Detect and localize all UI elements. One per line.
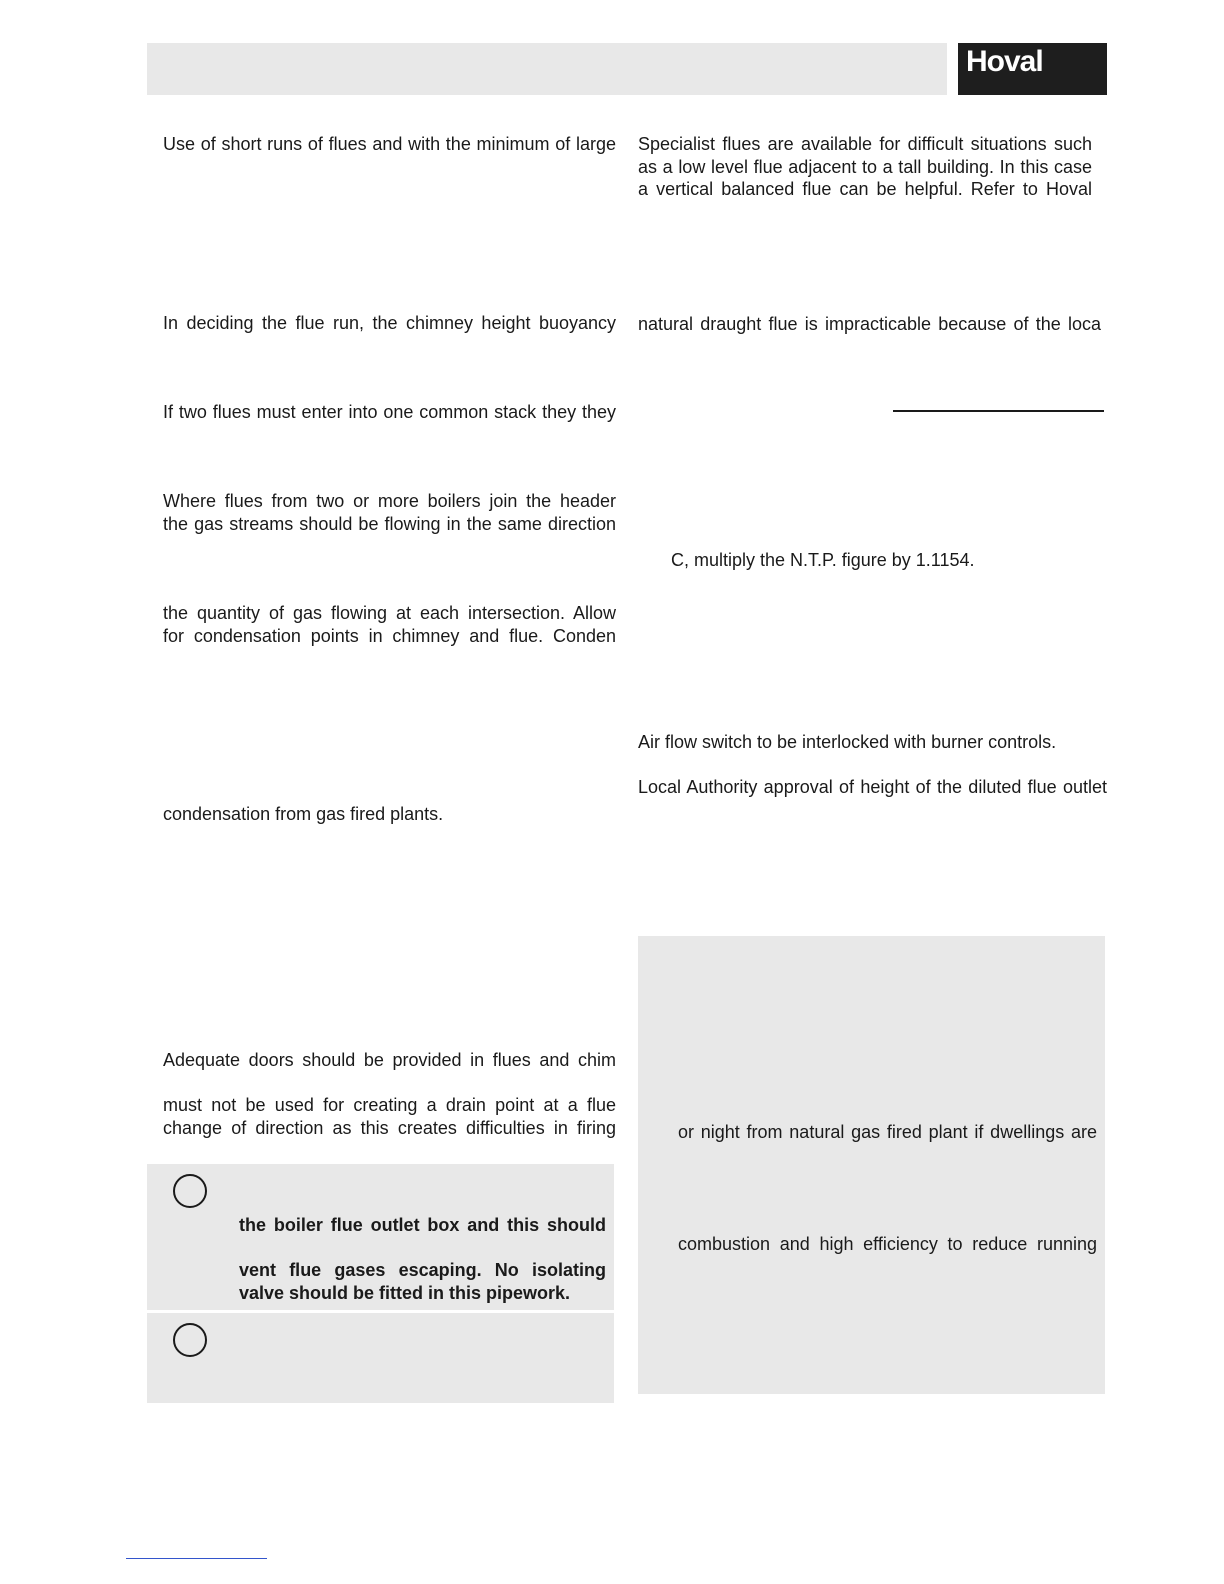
circle-icon — [173, 1323, 207, 1357]
left-paragraph-4 — [163, 490, 616, 535]
note-box-1-text-b — [239, 1259, 606, 1304]
note-box-2 — [147, 1313, 614, 1403]
text-line: If two flues must enter into one common stack they they — [163, 402, 616, 422]
left-paragraph-6 — [163, 803, 616, 826]
text-line: for condensation points in chimney and flue. Conden — [163, 625, 616, 646]
right-paragraph-5 — [638, 776, 1107, 799]
text-line: a vertical balanced flue can be helpful. Refer to Hoval — [638, 179, 1092, 199]
right-paragraph-1 — [638, 133, 1092, 201]
text-line: In deciding the flue run, the chimney height buoyancy — [163, 313, 616, 333]
header-bar — [147, 43, 947, 95]
note-box-1-text-a — [239, 1214, 606, 1237]
text-line: Air flow switch to be interlocked with burner controls. — [638, 732, 1057, 752]
info-panel-text-1 — [678, 1121, 1097, 1144]
brand-logo — [958, 43, 1107, 95]
left-paragraph-1 — [163, 133, 616, 156]
right-paragraph-4 — [638, 731, 1092, 754]
text-line: or night from natural gas fired plant if dwellings are — [678, 1122, 1097, 1142]
text-line: natural draught flue is impracticable because of the loca — [638, 314, 1101, 334]
text-line: combustion and high efficiency to reduce running — [678, 1234, 1097, 1254]
text-line: must not be used for creating a drain point at a flue — [163, 1095, 616, 1115]
brand-logo-text: Hoval — [966, 45, 1043, 78]
right-paragraph-2 — [638, 313, 1101, 336]
text-line: Adequate doors should be provided in flues and chim — [163, 1050, 616, 1070]
text-line: the quantity of gas flowing at each intersection. Allow — [163, 603, 616, 623]
left-paragraph-2 — [163, 312, 616, 335]
left-paragraph-7 — [163, 1049, 616, 1072]
info-panel-text-2 — [678, 1233, 1097, 1256]
text-line: Use of short runs of flues and with the minimum of large — [163, 134, 616, 154]
text-line: the gas streams should be flowing in the same direction — [163, 513, 616, 534]
text-line: C, multiply the N.T.P. figure by 1.1154. — [671, 550, 975, 570]
text-line: the boiler flue outlet box and this should — [239, 1215, 606, 1235]
text-line: Specialist flues are available for difficult situations such — [638, 134, 1092, 154]
left-paragraph-5 — [163, 602, 616, 647]
footer-link-underline[interactable] — [126, 1558, 267, 1559]
text-line: Local Authority approval of height of the diluted flue outlet — [638, 777, 1107, 797]
text-line: change of direction as this creates difficulties in firing — [163, 1117, 616, 1138]
left-paragraph-3 — [163, 401, 616, 424]
horizontal-rule — [893, 410, 1104, 412]
note-box-1 — [147, 1164, 614, 1310]
text-line: Where flues from two or more boilers join the header — [163, 491, 616, 511]
text-line: vent flue gases escaping. No isolating — [239, 1260, 606, 1280]
circle-icon — [173, 1174, 207, 1208]
info-panel — [638, 936, 1105, 1394]
right-paragraph-3 — [671, 549, 1091, 572]
text-line: valve should be fitted in this pipework. — [239, 1282, 571, 1303]
left-paragraph-8 — [163, 1094, 616, 1139]
text-line: condensation from gas fired plants. — [163, 804, 444, 824]
text-line: as a low level flue adjacent to a tall building. In this case — [638, 156, 1092, 177]
